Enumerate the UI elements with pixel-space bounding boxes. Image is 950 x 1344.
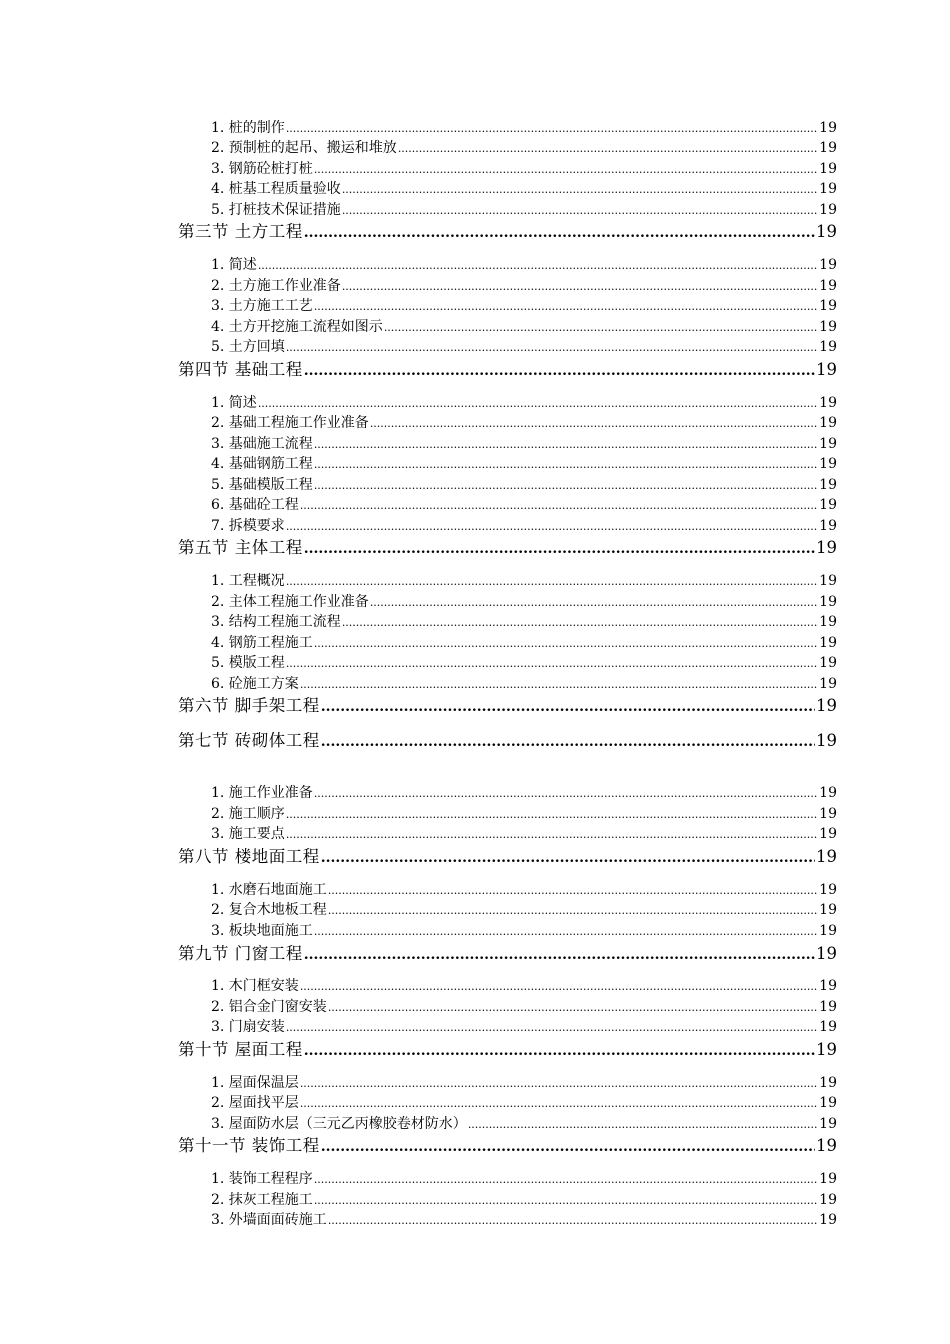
dot-leader: [321, 850, 815, 866]
toc-page-number: 19: [819, 1212, 837, 1228]
toc-entry[interactable]: [211, 336, 837, 354]
dot-leader: [314, 787, 818, 800]
toc-entry-title: 4. 基础钢筋工程: [211, 456, 313, 472]
dot-leader: [304, 225, 815, 241]
toc-entry[interactable]: [211, 295, 837, 313]
toc-entry[interactable]: [211, 275, 837, 293]
dot-leader: [286, 657, 818, 670]
toc-entry-title: 2. 基础工程施工作业准备: [211, 415, 369, 431]
toc-entry-title: 1. 简述: [211, 257, 257, 273]
dot-leader: [304, 363, 815, 379]
toc-page-number: 19: [819, 999, 837, 1015]
toc-entry-title: 4. 钢筋工程施工: [211, 635, 313, 651]
toc-page-number: 19: [816, 696, 837, 715]
toc-section[interactable]: [178, 940, 837, 962]
dot-leader: [286, 520, 818, 533]
toc-page-number: 19: [819, 635, 837, 651]
dot-leader: [258, 259, 818, 272]
dot-leader: [300, 499, 818, 512]
toc-entry[interactable]: [211, 803, 837, 821]
dot-leader: [328, 1001, 818, 1014]
toc-page-number: 19: [819, 614, 837, 630]
toc-entry-title: 2. 主体工程施工作业准备: [211, 594, 369, 610]
toc-entry[interactable]: [211, 316, 837, 334]
toc-entry-title: 2. 预制桩的起吊、搬运和堆放: [211, 140, 397, 156]
toc-page-number: 19: [819, 1171, 837, 1187]
dot-leader: [286, 1021, 818, 1034]
dot-leader: [314, 637, 818, 650]
toc-entry-title: 1. 木门框安装: [211, 978, 299, 994]
toc-entry[interactable]: [211, 591, 837, 609]
toc-page-number: 19: [819, 676, 837, 692]
toc-page-number: 19: [819, 655, 837, 671]
dot-leader: [321, 734, 815, 750]
toc-entry-title: 6. 砼施工方案: [211, 676, 299, 692]
toc-page-number: 19: [819, 395, 837, 411]
toc-entry[interactable]: [211, 879, 837, 897]
dot-leader: [328, 884, 818, 897]
toc-entry[interactable]: [211, 433, 837, 451]
toc-page-number: 19: [816, 731, 837, 750]
toc-section-title: 第八节 楼地面工程: [178, 847, 320, 866]
toc-page-number: 19: [819, 202, 837, 218]
toc-page-number: 19: [819, 497, 837, 513]
toc-entry-title: 3. 屋面防水层（三元乙丙橡胶卷材防水）: [211, 1116, 467, 1132]
toc-page-number: 19: [819, 161, 837, 177]
dot-leader: [321, 1139, 815, 1155]
dot-leader: [304, 1043, 815, 1059]
dot-leader: [342, 616, 818, 629]
toc-entry[interactable]: [211, 996, 837, 1014]
toc-page-number: 19: [816, 1136, 837, 1155]
toc-entry[interactable]: [211, 117, 837, 135]
toc-section-title: 第七节 砖砌体工程: [178, 731, 320, 750]
toc-entry[interactable]: [211, 474, 837, 492]
toc-entry[interactable]: [211, 199, 837, 217]
toc-entry[interactable]: [211, 652, 837, 670]
toc-page-number: 19: [819, 477, 837, 493]
toc-section-title: 第九节 门窗工程: [178, 944, 303, 963]
dot-leader: [342, 183, 818, 196]
toc-entry-title: 3. 板块地面施工: [211, 923, 313, 939]
toc-page-number: 19: [819, 278, 837, 294]
toc-entry-title: 2. 施工顺序: [211, 806, 285, 822]
toc-section[interactable]: [178, 843, 837, 865]
toc-page-number: 19: [819, 826, 837, 842]
toc-entry[interactable]: [211, 570, 837, 588]
toc-entry-title: 2. 屋面找平层: [211, 1095, 299, 1111]
toc-page-number: 19: [816, 360, 837, 379]
dot-leader: [314, 1194, 818, 1207]
dot-leader: [314, 300, 818, 313]
toc-entry[interactable]: [211, 782, 837, 800]
toc-entry[interactable]: [211, 1189, 837, 1207]
toc-page-number: 19: [819, 298, 837, 314]
toc-entry[interactable]: [211, 515, 837, 533]
toc-entry-title: 3. 基础施工流程: [211, 436, 313, 452]
dot-leader: [342, 204, 818, 217]
dot-leader: [314, 458, 818, 471]
toc-entry-title: 1. 工程概况: [211, 573, 285, 589]
toc-section[interactable]: [178, 534, 837, 556]
toc-entry[interactable]: [211, 392, 837, 410]
toc-page-number: 19: [819, 882, 837, 898]
toc-page-number: 19: [816, 538, 837, 557]
toc-entry-title: 3. 土方施工工艺: [211, 298, 313, 314]
dot-leader: [304, 947, 815, 963]
dot-leader: [328, 1214, 818, 1227]
toc-entry[interactable]: [211, 1092, 837, 1110]
dot-leader: [258, 397, 818, 410]
toc-page-number: 19: [819, 1019, 837, 1035]
toc-page-number: 19: [819, 518, 837, 534]
dot-leader: [286, 122, 818, 135]
toc-entry[interactable]: [211, 178, 837, 196]
toc-page-number: 19: [819, 140, 837, 156]
toc-entry-title: 5. 基础模版工程: [211, 477, 313, 493]
toc-page-number: 19: [819, 319, 837, 335]
toc-entry[interactable]: [211, 1168, 837, 1186]
dot-leader: [286, 341, 818, 354]
toc-entry-title: 5. 打桩技术保证措施: [211, 202, 341, 218]
toc-page-number: 19: [816, 222, 837, 241]
toc-page-number: 19: [819, 181, 837, 197]
toc-section-title: 第三节 土方工程: [178, 222, 303, 241]
toc-entry-title: 2. 复合木地板工程: [211, 902, 327, 918]
toc-entry[interactable]: [211, 673, 837, 691]
toc-entry-title: 3. 结构工程施工流程: [211, 614, 341, 630]
toc-entry[interactable]: [211, 1113, 837, 1131]
toc-entry-title: 2. 土方施工作业准备: [211, 278, 341, 294]
toc-entry[interactable]: [211, 920, 837, 938]
toc-section[interactable]: [178, 727, 837, 749]
toc-entry[interactable]: [211, 975, 837, 993]
toc-section[interactable]: [178, 1036, 837, 1058]
dot-leader: [314, 479, 818, 492]
toc-entry-title: 1. 水磨石地面施工: [211, 882, 327, 898]
toc-entry-title: 3. 门扇安装: [211, 1019, 285, 1035]
toc-section-title: 第四节 基础工程: [178, 360, 303, 379]
toc-section[interactable]: [178, 356, 837, 378]
toc-entry-title: 1. 屋面保温层: [211, 1075, 299, 1091]
toc-page-number: 19: [819, 1116, 837, 1132]
toc-entry-title: 4. 桩基工程质量验收: [211, 181, 341, 197]
dot-leader: [300, 1077, 818, 1090]
dot-leader: [300, 980, 818, 993]
dot-leader: [304, 541, 815, 557]
toc-entry-title: 7. 拆模要求: [211, 518, 285, 534]
dot-leader: [468, 1118, 818, 1131]
dot-leader: [314, 163, 818, 176]
toc-page-number: 19: [819, 257, 837, 273]
toc-page-number: 19: [819, 1095, 837, 1111]
toc-entry[interactable]: [211, 611, 837, 629]
toc-page-number: 19: [819, 436, 837, 452]
toc-entry[interactable]: [211, 1072, 837, 1090]
dot-leader: [314, 1173, 818, 1186]
toc-entry[interactable]: [211, 137, 837, 155]
toc-entry[interactable]: [211, 453, 837, 471]
dot-leader: [286, 808, 818, 821]
dot-leader: [286, 828, 818, 841]
toc-section-title: 第十节 屋面工程: [178, 1040, 303, 1059]
toc-entry[interactable]: [211, 158, 837, 176]
toc-entry[interactable]: [211, 1209, 837, 1227]
dot-leader: [300, 678, 818, 691]
toc-entry-title: 1. 桩的制作: [211, 120, 285, 136]
toc-page-number: 19: [819, 923, 837, 939]
toc-page-number: 19: [819, 902, 837, 918]
toc-page-number: 19: [819, 120, 837, 136]
toc-entry[interactable]: [211, 1016, 837, 1034]
toc-page-number: 19: [819, 785, 837, 801]
toc-entry[interactable]: [211, 494, 837, 512]
dot-leader: [398, 142, 818, 155]
toc-section[interactable]: [178, 1132, 837, 1154]
toc-section[interactable]: [178, 692, 837, 714]
toc-entry-title: 4. 土方开挖施工流程如图示: [211, 319, 383, 335]
dot-leader: [314, 925, 818, 938]
toc-entry-title: 3. 外墙面面砖施工: [211, 1212, 327, 1228]
toc-page-number: 19: [819, 806, 837, 822]
dot-leader: [370, 596, 818, 609]
toc-page-number: 19: [816, 944, 837, 963]
toc-section[interactable]: [178, 218, 837, 240]
toc-entry[interactable]: [211, 632, 837, 650]
toc-entry-title: 1. 装饰工程程序: [211, 1171, 313, 1187]
toc-section-title: 第十一节 装饰工程: [178, 1136, 320, 1155]
toc-entry-title: 5. 土方回填: [211, 339, 285, 355]
toc-page-number: 19: [819, 456, 837, 472]
toc-page-number: 19: [819, 594, 837, 610]
toc-page-number: 19: [819, 1075, 837, 1091]
dot-leader: [286, 575, 818, 588]
toc-entry-title: 1. 简述: [211, 395, 257, 411]
toc-page-number: 19: [819, 339, 837, 355]
toc-entry-title: 2. 抹灰工程施工: [211, 1192, 313, 1208]
toc-page-number: 19: [816, 847, 837, 866]
toc-entry-title: 2. 铝合金门窗安装: [211, 999, 327, 1015]
toc-page-number: 19: [819, 415, 837, 431]
toc-section-title: 第五节 主体工程: [178, 538, 303, 557]
toc-entry-title: 3. 钢筋砼桩打桩: [211, 161, 313, 177]
toc-entry[interactable]: [211, 899, 837, 917]
toc-entry[interactable]: [211, 412, 837, 430]
dot-leader: [370, 417, 818, 430]
toc-entry-title: 1. 施工作业准备: [211, 785, 313, 801]
toc-page-number: 19: [819, 978, 837, 994]
toc-page-number: 19: [816, 1040, 837, 1059]
dot-leader: [328, 904, 818, 917]
dot-leader: [342, 280, 818, 293]
dot-leader: [321, 699, 815, 715]
dot-leader: [314, 438, 818, 451]
dot-leader: [300, 1097, 818, 1110]
toc-entry-title: 3. 施工要点: [211, 826, 285, 842]
toc-entry-title: 6. 基础砼工程: [211, 497, 299, 513]
toc-page-number: 19: [819, 573, 837, 589]
toc-entry-title: 5. 模版工程: [211, 655, 285, 671]
toc-page-number: 19: [819, 1192, 837, 1208]
dot-leader: [384, 321, 818, 334]
toc-section-title: 第六节 脚手架工程: [178, 696, 320, 715]
toc-entry[interactable]: [211, 823, 837, 841]
toc-entry[interactable]: [211, 254, 837, 272]
